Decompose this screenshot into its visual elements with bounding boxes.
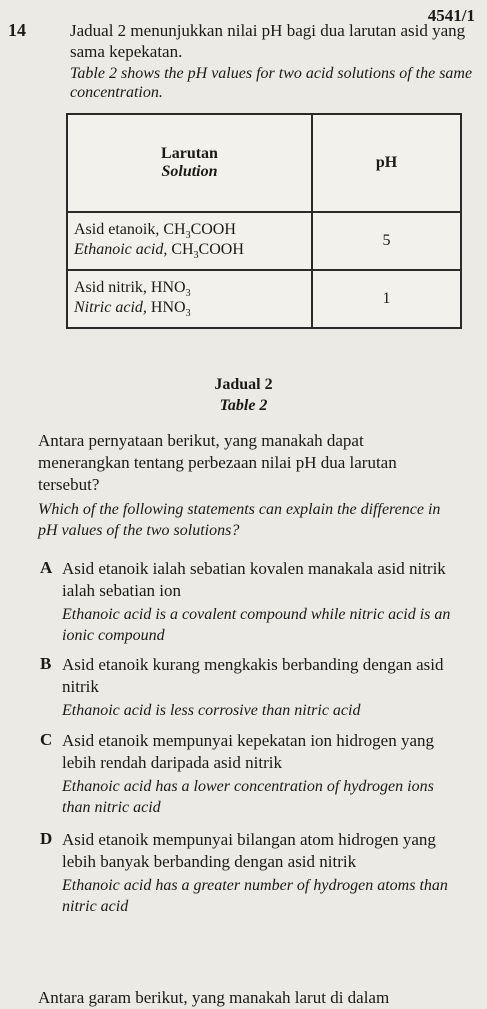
option-text-english: Ethanoic acid has a greater number of hydrogen atoms than nitric acid xyxy=(62,877,448,915)
option-text-malay: Asid etanoik mempunyai bilangan atom hidrogen yang lebih banyak berbanding dengan asid nitrik xyxy=(62,830,436,871)
question-number: 14 xyxy=(8,20,26,40)
option-text-malay: Asid etanoik ialah sebatian kovalen manakala asid nitrik ialah sebatian ion xyxy=(62,559,446,600)
option-text-english: Ethanoic acid has a lower concentration of hydrogen ions than nitric acid xyxy=(62,778,434,816)
table-header-row xyxy=(67,114,461,212)
next-question-text: Antara garam berikut, yang manakah larut di dalam xyxy=(38,988,390,1007)
solution-cell-ethanoic xyxy=(67,212,312,270)
header-solution xyxy=(67,114,312,212)
header-ph: pH xyxy=(312,114,461,212)
solution-name-malay: Asid nitrik, xyxy=(74,278,147,296)
ph-table xyxy=(66,113,462,329)
option-letter: D xyxy=(40,829,53,848)
option-text-malay: Asid etanoik kurang mengkakis berbanding dengan asid nitrik xyxy=(62,655,444,696)
option-letter: A xyxy=(40,558,53,577)
question-text-english: Table 2 shows the pH values for two acid solutions of the same concentration. xyxy=(70,65,473,101)
paper-code: 4541/1 xyxy=(427,6,475,25)
stem-malay: Antara pernyataan berikut, yang manakah dapat menerangkan tentang perbezaan nilai pH dua larutan tersebut? xyxy=(38,431,397,494)
ph-value: 1 xyxy=(312,270,461,328)
header-solution-english: Solution xyxy=(161,163,218,180)
solution-formula-english: $CH_3COOH$ xyxy=(171,241,244,262)
solution-name-malay: Asid etanoik, xyxy=(74,220,160,238)
option-text-malay: Asid etanoik mempunyai kepekatan ion hidrogen yang lebih rendah daripada asid nitrik xyxy=(62,731,435,772)
option-c xyxy=(40,730,460,818)
stem-english: Which of the following statements can explain the difference in pH values of the two solutions? xyxy=(38,501,441,539)
option-a xyxy=(40,558,460,646)
option-letter: C xyxy=(40,730,53,749)
header-solution-malay: Larutan xyxy=(161,145,218,162)
solution-formula-malay: $HNO_3$ xyxy=(150,278,191,299)
solution-name-english: Ethanoic acid, xyxy=(74,241,168,258)
option-text-english: Ethanoic acid is a covalent compound while nitric acid is an ionic compound xyxy=(62,606,451,644)
table-row xyxy=(67,270,461,328)
table-caption-malay: Jadual 2 xyxy=(214,376,273,393)
table-caption-english: Table 2 xyxy=(219,397,268,414)
option-text-english: Ethanoic acid is less corrosive than nitric acid xyxy=(62,702,361,719)
solution-formula-malay: $CH_3COOH$ xyxy=(163,220,236,241)
ph-value: 5 xyxy=(312,212,461,270)
solution-cell-nitric xyxy=(67,270,312,328)
question-text-malay: Jadual 2 menunjukkan nilai pH bagi dua larutan asid yang sama kepekatan. xyxy=(70,21,466,61)
table-row xyxy=(67,212,461,270)
solution-name-english: Nitric acid, xyxy=(74,299,147,316)
option-letter: B xyxy=(40,654,52,673)
option-b xyxy=(40,654,460,721)
option-d xyxy=(40,829,460,917)
solution-formula-english: $HNO_3$ xyxy=(150,299,191,320)
